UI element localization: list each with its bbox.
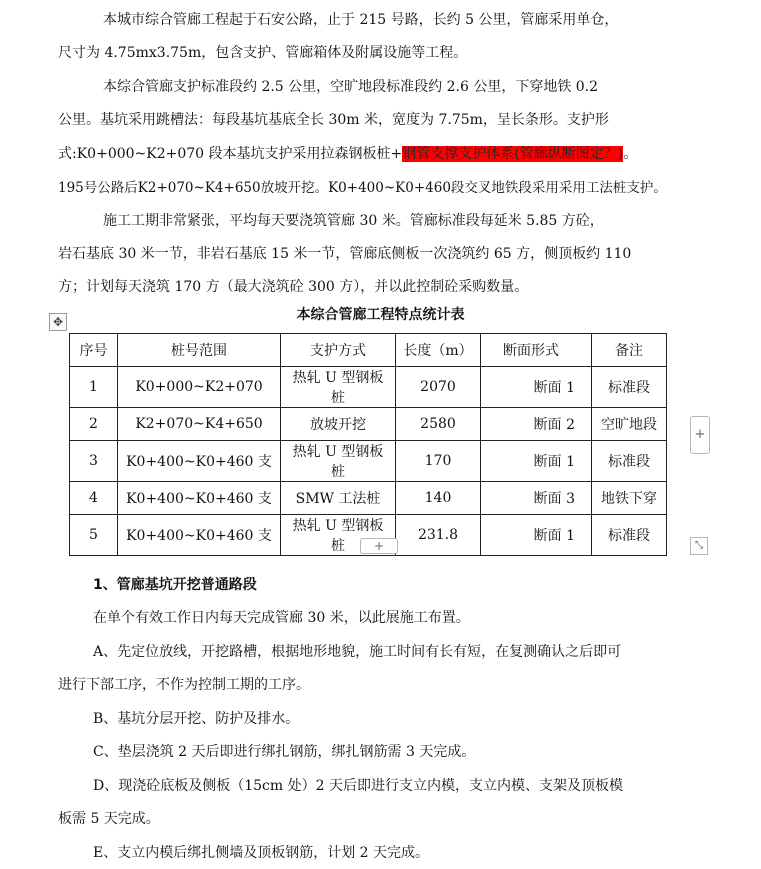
table-cell[interactable]: 断面 3: [481, 482, 592, 515]
header-method[interactable]: 支护方式: [281, 334, 396, 367]
table-cell[interactable]: 2: [70, 408, 118, 441]
header-section[interactable]: 断面形式: [481, 334, 592, 367]
intro-p2-line4: 195号公路后K2+070~K4+650放坡开挖。K0+400~K0+460段交叉地铁段采用采用工法桩支护。: [58, 180, 667, 196]
header-index[interactable]: 序号: [70, 334, 118, 367]
table-cell[interactable]: 断面 1: [481, 367, 592, 408]
highlighted-text[interactable]: 钢管支撑支护体系(管廊纵断图定？): [402, 146, 624, 162]
table-cell[interactable]: 断面 1: [481, 515, 592, 556]
intro-p2-line1: 本综合管廊支护标准段约 2.5 公里，空旷地段标准段约 2.6 公里，下穿地铁 0.2: [103, 79, 599, 95]
table-move-handle-icon[interactable]: ✥: [49, 313, 67, 331]
section-line: 进行下部工序，不作为控制工期的工序。: [58, 677, 310, 693]
table-cell[interactable]: 标准段: [592, 367, 667, 408]
table-cell[interactable]: 2580: [396, 408, 481, 441]
table-cell[interactable]: 170: [396, 441, 481, 482]
table-cell[interactable]: 标准段: [592, 441, 667, 482]
table-cell[interactable]: 1: [70, 367, 118, 408]
table-cell[interactable]: 5: [70, 515, 118, 556]
section-heading: 1、管廊基坑开挖普通路段: [93, 577, 257, 593]
section-line: B、基坑分层开挖、防护及排水。: [93, 711, 300, 727]
table-row: [70, 367, 667, 408]
table-caption: 本综合管廊工程特点统计表: [296, 307, 465, 323]
table-row: [70, 441, 667, 482]
table-cell[interactable]: K0+400~K0+460 支: [118, 482, 281, 515]
table-cell[interactable]: 热轧 U 型钢板桩: [281, 441, 396, 482]
table-cell[interactable]: K0+000~K2+070: [118, 367, 281, 408]
intro-p1-line2: 尺寸为 4.75mx3.75m，包含支护、管廊箱体及附属设施等工程。: [58, 45, 468, 61]
table-cell[interactable]: 热轧 U 型钢板桩: [281, 367, 396, 408]
table-cell[interactable]: K0+400~K0+460 支: [118, 441, 281, 482]
intro-p3-line3: 方；计划每天浇筑 170 方（最大浇筑砼 300 方），并以此控制砼采购数量。: [58, 279, 529, 295]
intro-p2-line3-end: 。: [623, 146, 638, 162]
table-cell[interactable]: 2070: [396, 367, 481, 408]
table-cell[interactable]: K2+070~K4+650: [118, 408, 281, 441]
table-cell[interactable]: 231.8: [396, 515, 481, 556]
table-cell[interactable]: 标准段: [592, 515, 667, 556]
table-cell[interactable]: SMW 工法桩: [281, 482, 396, 515]
intro-p1-line1: 本城市综合管廊工程起于石安公路，止于 215 号路，长约 5 公里，管廊采用单仓，: [103, 12, 619, 28]
table-cell[interactable]: 3: [70, 441, 118, 482]
table-cell[interactable]: 地铁下穿: [592, 482, 667, 515]
table-cell[interactable]: 140: [396, 482, 481, 515]
table-cell[interactable]: 断面 2: [481, 408, 592, 441]
table-cell[interactable]: K0+400~K0+460 支: [118, 515, 281, 556]
intro-p2-line3: [58, 143, 637, 163]
section-line: C、垫层浇筑 2 天后即进行绑扎钢筋，绑扎钢筋需 3 天完成。: [93, 744, 476, 760]
header-note[interactable]: 备注: [592, 334, 667, 367]
section-line: E、支立内模后绑扎侧墙及顶板钢筋，计划 2 天完成。: [93, 845, 430, 861]
table-cell[interactable]: 4: [70, 482, 118, 515]
table-resize-icon[interactable]: ⤡: [690, 537, 708, 555]
intro-p3-line1: 施工工期非常紧张，平均每天要浇筑管廊 30 米。管廊标准段每延米 5.85 方砼，: [103, 213, 604, 229]
section-line: D、现浇砼底板及侧板（15cm 处）2 天后即进行支立内模，支立内模、支架及顶板模: [93, 778, 623, 794]
stats-table[interactable]: [69, 333, 667, 556]
table-cell[interactable]: 空旷地段: [592, 408, 667, 441]
section-line: A、先定位放线，开挖路槽，根据地形地貌，施工时间有长有短，在复测确认之后即可: [93, 644, 622, 660]
header-length[interactable]: 长度（m）: [396, 334, 481, 367]
table-row: [70, 408, 667, 441]
header-range[interactable]: 桩号范围: [118, 334, 281, 367]
table-cell[interactable]: 放坡开挖: [281, 408, 396, 441]
section-line: 板需 5 天完成。: [58, 811, 160, 827]
table-cell[interactable]: 断面 1: [481, 441, 592, 482]
intro-p3-line2: 岩石基底 30 米一节，非岩石基底 15 米一节，管廊底侧板一次浇筑约 65 方，侧顶板约 110: [58, 246, 632, 262]
table-row: [70, 482, 667, 515]
table-header-row: [70, 334, 667, 367]
section-line: 在单个有效工作日内每天完成管廊 30 米，以此展施工布置。: [93, 610, 470, 626]
intro-p2-line3-text: 式:K0+000~K2+070 段本基坑支护采用拉森钢板桩+: [58, 146, 403, 162]
table-cell[interactable]: 热轧 U 型钢板桩: [281, 515, 396, 556]
add-row-button[interactable]: +: [360, 538, 398, 554]
intro-p2-line2: 公里。基坑采用跳槽法：每段基坑基底全长 30m 米，宽度为 7.75m，呈长条形。支护形: [58, 112, 609, 128]
add-column-button[interactable]: +: [690, 416, 710, 454]
